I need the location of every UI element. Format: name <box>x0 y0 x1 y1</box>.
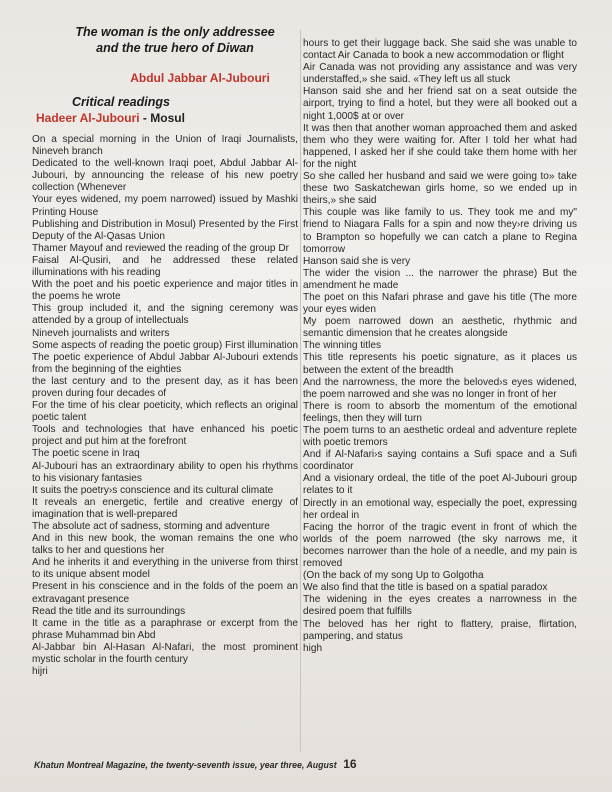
right-column-text <box>303 38 577 655</box>
paragraph: My poem narrowed down an aesthetic, rhythmic and semantic dimension that he creates alongside <box>303 316 577 340</box>
paragraph: Dedicated to the well-known Iraqi poet, Abdul Jabbar Al-Jubouri, by announcing the release of his new poetry collection (Whenever <box>32 158 298 194</box>
reviewer-name: Hadeer Al-Jubouri <box>36 111 140 125</box>
paragraph: hijri <box>32 666 48 678</box>
paragraph: On a special morning in the Union of Iraqi Journalists, Nineveh branch <box>32 134 298 158</box>
paragraph: And if Al-Nafari›s saying contains a Sufi space and a Sufi coordinator <box>303 449 577 473</box>
paragraph: Faisal Al-Qusiri, and he addressed these related illuminations with his reading <box>32 254 298 279</box>
paragraph: Some aspects of reading the poetic group) First illumination <box>32 339 298 351</box>
section-heading: Critical readings <box>72 95 170 109</box>
paragraph: (On the back of my song Up to Golgotha <box>303 570 484 582</box>
paragraph: For the time of his clear poeticity, which reflects an original poetic talent <box>32 400 298 424</box>
paragraph: Air Canada was not providing any assistance and was very understaffed,» she said. «They left us all stuck <box>303 62 577 86</box>
paragraph: It came in the title as a paraphrase or excerpt from the phrase Muhammad bin Abd <box>32 617 298 641</box>
paragraph: This title represents his poetic signature, as it places us between the extent of the breadth <box>303 352 577 376</box>
paragraph: Read the title and its surroundings <box>32 605 186 617</box>
paragraph: Facing the horror of the tragic event in front of which the worlds of the poem narrowed (the sky narrows me, it becomes narrower than the hole of a needle, and my pain is removed <box>303 521 577 570</box>
paragraph: The poetic scene in Iraq <box>32 448 140 460</box>
paragraph: The absolute act of sadness, storming and adventure <box>32 521 270 532</box>
page-footer <box>34 757 574 771</box>
paragraph: It reveals an energetic, fertile and creative energy of imagination that is well-prepared <box>32 496 298 520</box>
paragraph: And he inherits it and everything in the universe from thirst to its unique absent model <box>32 557 298 581</box>
paragraph: The beloved has her right to flattery, praise, flirtation, pampering, and status <box>303 618 577 642</box>
paragraph: Tools and technologies that have enhanced his poetic project and put him at the forefront <box>32 424 298 448</box>
reviewer-city: - Mosul <box>139 111 185 125</box>
paragraph: Nineveh journalists and writers <box>32 327 170 339</box>
paragraph: There is room to absorb the momentum of the emotional feelings, then they will turn <box>303 400 577 424</box>
reviewer-byline <box>36 111 296 125</box>
paragraph: Directly in an emotional way, especially the poet, expressing her ordeal in <box>303 497 577 521</box>
paragraph: This couple was like family to us. They took me and my" friend to Niagara Falls for a spin and now they›re driving us to Brampton so hopefully we can catch a plane to Regina tomorrow <box>303 207 577 255</box>
paragraph: We also find that the title is based on a spatial paradox <box>303 582 548 594</box>
article-title: The woman is the only addressee and the true hero of Diwan <box>75 25 275 55</box>
paragraph: It was then that another woman approached them and asked them who they were waiting for. After I told her what had happened, I asked her if she could take them home with her for the night <box>303 122 577 170</box>
paragraph: The poem turns to an aesthetic ordeal and adventure replete with poetic tremors <box>303 425 577 449</box>
poet-name: Abdul Jabbar Al-Jubouri <box>130 71 270 85</box>
footer-publication: Khatun Montreal Magazine, the twenty-seventh issue, year three, August <box>34 760 337 770</box>
paragraph: high <box>303 642 323 654</box>
paragraph: Publishing and Distribution in Mosul) Presented by the First Deputy of the Al-Qasas Union <box>32 218 298 242</box>
paragraph: The poet on this Nafari phrase and gave his title (The more your eyes widen <box>303 291 577 316</box>
paragraph: the last century and to the present day, as it has been proven during four decades of <box>32 375 298 399</box>
column-divider <box>300 30 301 752</box>
paragraph: Your eyes widened, my poem narrowed) issued by Mashki Printing House <box>32 194 298 218</box>
paragraph: So she called her husband and said we were going to» take these two Saskatchewan girls home, so we ended up in theirs,» she said <box>303 171 577 207</box>
paragraph: Al-Jabbar bin Al-Hasan Al-Nafari, the most prominent mystic scholar in the fourth century <box>32 641 298 666</box>
paragraph: hours to get their luggage back. She said she was unable to contact Air Canada to book a new accommodation or flight <box>303 38 577 62</box>
paragraph: The poetic experience of Abdul Jabbar Al-Jubouri extends from the beginning of the eighties <box>32 351 298 375</box>
paragraph: The widening in the eyes creates a narrowness in the desired poem that fulfills <box>303 594 577 618</box>
paragraph: Present in his conscience and in the folds of the poem an extravagant presence <box>32 581 298 605</box>
paragraph: With the poet and his poetic experience and major titles in the poems he wrote <box>32 279 298 303</box>
paragraph: The wider the vision ... the narrower the phrase) But the amendment he made <box>303 267 577 291</box>
paragraph: Hanson said she and her friend sat on a seat outside the airport, trying to find a hotel, but they were all booked out a night 1,000$ at or over <box>303 86 577 122</box>
paragraph: And in this new book, the woman remains the one who talks to her and questions her <box>32 533 298 557</box>
paragraph: And a visionary ordeal, the title of the poet Al-Jubouri group relates to it <box>303 473 577 497</box>
paragraph: It suits the poetry›s conscience and its cultural climate <box>32 484 274 496</box>
paragraph: This group included it, and the signing ceremony was attended by a group of intellectuals <box>32 303 298 327</box>
paragraph: Al-Jubouri has an extraordinary ability to open his rhythms to his visionary fantasies <box>32 460 298 484</box>
paragraph: And the narrowness, the more the beloved›s eyes widened, the poem narrowed and she was no longer in front of her <box>303 376 577 400</box>
paragraph: Hanson said she is very <box>303 255 411 267</box>
left-column-text <box>32 134 298 678</box>
paragraph: Thamer Mayouf and reviewed the reading of the group Dr <box>32 242 289 254</box>
page-number: 16 <box>343 757 357 771</box>
paragraph: The winning titles <box>303 340 381 352</box>
